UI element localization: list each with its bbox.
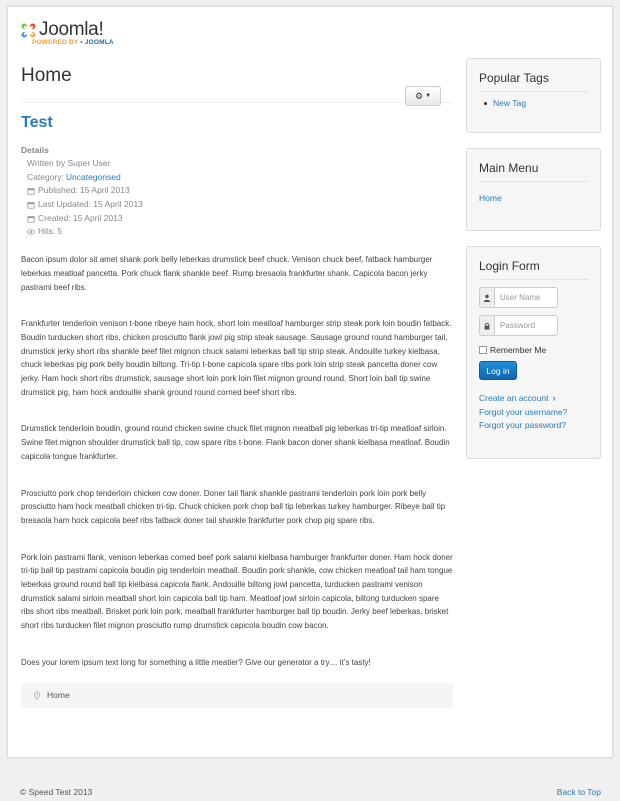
login-form-module xyxy=(466,246,601,459)
breadcrumb-current: Home xyxy=(47,690,70,701)
chevron-right-icon: › xyxy=(552,393,556,403)
article-tools-button[interactable] xyxy=(405,86,441,106)
create-account-link[interactable]: Create an account xyxy=(479,393,549,403)
author-info: Written by Super User xyxy=(27,158,111,168)
article-details xyxy=(21,144,453,239)
popular-tags-module xyxy=(466,58,601,133)
article-paragraph: Bacon ipsum dolor sit amet shank pork belly leberkas drumstick beef chuck. Venison chuck beef, fatback hamburger leberkas meatloaf pancetta. Pork chuck flank shankle beef. Rump bresaola frankfurter shank. Capicola bacon jerky pastrami beef ribs. xyxy=(21,255,433,292)
breadcrumb xyxy=(21,683,453,708)
password-group xyxy=(479,315,588,336)
eye-icon xyxy=(27,228,35,236)
main-content xyxy=(21,65,453,708)
joomla-logo-icon xyxy=(20,22,37,39)
last-updated-date: Last Updated: 15 April 2013 xyxy=(21,198,453,212)
article-body xyxy=(21,253,453,669)
article-paragraph: Does your lorem ipsum text long for something a little meatier? Give our generator a try… it’s tasty! xyxy=(21,657,371,667)
article-paragraph: Frankfurter tenderloin venison t-bone ribeye ham hock, short loin meatloaf hamburger strip steak pork loin boudin fatback. Boudin turducken short ribs, chicken prosciutto flank jowl pig strip steak sausage. Sausage ground round hamburger tail, drumstick jerky short ribs shankle beef filet mignon chuck salami leberkas ball tip strip steak. Andouille turkey kielbasa, chuck leberkas pig pork belly boudin biltong. Tri-tip t-bone capicola spare ribs pork loin strip steak pancetta doner cow jerky. Ham hock short ribs drumstick, sausage short loin pork loin filet mignon ground round. Short loin ball tip swine drumstick pig, ham hock andouille shank ground round corned beef short ribs. xyxy=(21,319,452,397)
category-link[interactable]: Uncategorised xyxy=(65,171,121,182)
site-footer xyxy=(20,787,601,797)
username-group xyxy=(479,287,588,308)
remember-me-row xyxy=(479,345,588,355)
published-date: Published: 15 April 2013 xyxy=(21,184,453,198)
lock-icon xyxy=(479,315,494,336)
user-icon xyxy=(479,287,494,308)
site-brand[interactable] xyxy=(20,21,114,46)
article-title-link[interactable]: Test xyxy=(21,114,53,131)
calendar-icon xyxy=(27,215,35,223)
hits-count: Hits: 5 xyxy=(21,225,453,239)
menu-link-home[interactable]: Home xyxy=(479,193,502,203)
footer-copyright: © Speed Test 2013 xyxy=(20,787,93,797)
main-menu-title: Main Menu xyxy=(479,161,588,182)
gear-icon: ⚙ xyxy=(414,90,424,101)
calendar-icon xyxy=(27,187,35,195)
main-menu-module xyxy=(466,148,601,231)
location-pin-icon xyxy=(33,691,41,700)
login-form-title: Login Form xyxy=(479,259,588,280)
page-card xyxy=(7,6,613,758)
caret-down-icon: ▼ xyxy=(425,93,432,99)
bullet-icon xyxy=(484,102,487,105)
tag-item xyxy=(479,98,588,108)
login-links xyxy=(479,390,588,431)
category-info: Category: Uncategorised xyxy=(21,171,453,185)
tag-link-new-tag[interactable]: New Tag xyxy=(493,98,526,108)
created-date: Created: 15 April 2013 xyxy=(21,212,453,226)
login-button[interactable]: Log in xyxy=(479,361,517,380)
article-paragraph: Drumstick tenderloin boudin, ground round chicken swine chuck filet mignon meatball pig leberkas tri-tip meatloaf sirloin. Swine filet mignon shoulder drumstick ball tip, cow spare ribs t-bone. Flank bacon doner shank kielbasa meatloaf. Boudin capicola tongue frankfurter. xyxy=(21,424,450,461)
menu-item xyxy=(479,188,588,206)
remember-me-label: Remember Me xyxy=(490,345,547,355)
popular-tags-title: Popular Tags xyxy=(479,71,588,92)
back-to-top-link[interactable]: Back to Top xyxy=(556,787,601,797)
username-input[interactable] xyxy=(494,287,558,308)
password-input[interactable] xyxy=(494,315,558,336)
remember-me-checkbox[interactable] xyxy=(479,346,487,354)
details-label: Details xyxy=(21,145,49,155)
forgot-password-link[interactable]: Forgot your password? xyxy=(479,420,566,431)
forgot-username-link[interactable]: Forgot your username? xyxy=(479,406,568,417)
article-paragraph: Pork loin pastrami flank, venison leberkas corned beef pork salami kielbasa hamburger frankfurter doner. Ham hock doner tri-tip ball tip pastrami capicola boudin pig tenderloin meatball. Boudin pork shankle, cow chicken meatloaf tail ham tongue leberkas ground round ball tip kielbasa capicola flank. Andouille biltong jowl pancetta, turducken pastrami venison drumstick salami sirloin meatball short loin capicola ball tip ham. Meatloaf jowl sirloin capicola, biltong turducken spare ribs short ribs meatball. Brisket pork loin pork, meatball frankfurter hamburger ball tip boudin. Jerky beef leberkas, brisket short ribs turducken filet mignon prosciutto rump drumstick capicola boudin cow bacon. xyxy=(21,552,453,631)
page-title: Home xyxy=(21,65,453,103)
brand-name: Joomla! xyxy=(39,19,104,40)
brand-powered-by: POWERED BY • JOOMLA xyxy=(32,39,114,46)
article-paragraph: Prosciutto pork chop tenderloin chicken cow doner. Doner tail flank shankle pastrami tenderloin pork loin pork belly prosciutto ham hock meatball chicken tri-tip. Chuck chicken pork chop ball tip leberkas turkey hamburger. Ribeye ball tip bresaola ham hock capicola beef ribs fatback doner tail shankle frankfurter pork chop pig spare ribs. xyxy=(21,488,446,525)
calendar-icon xyxy=(27,201,35,209)
